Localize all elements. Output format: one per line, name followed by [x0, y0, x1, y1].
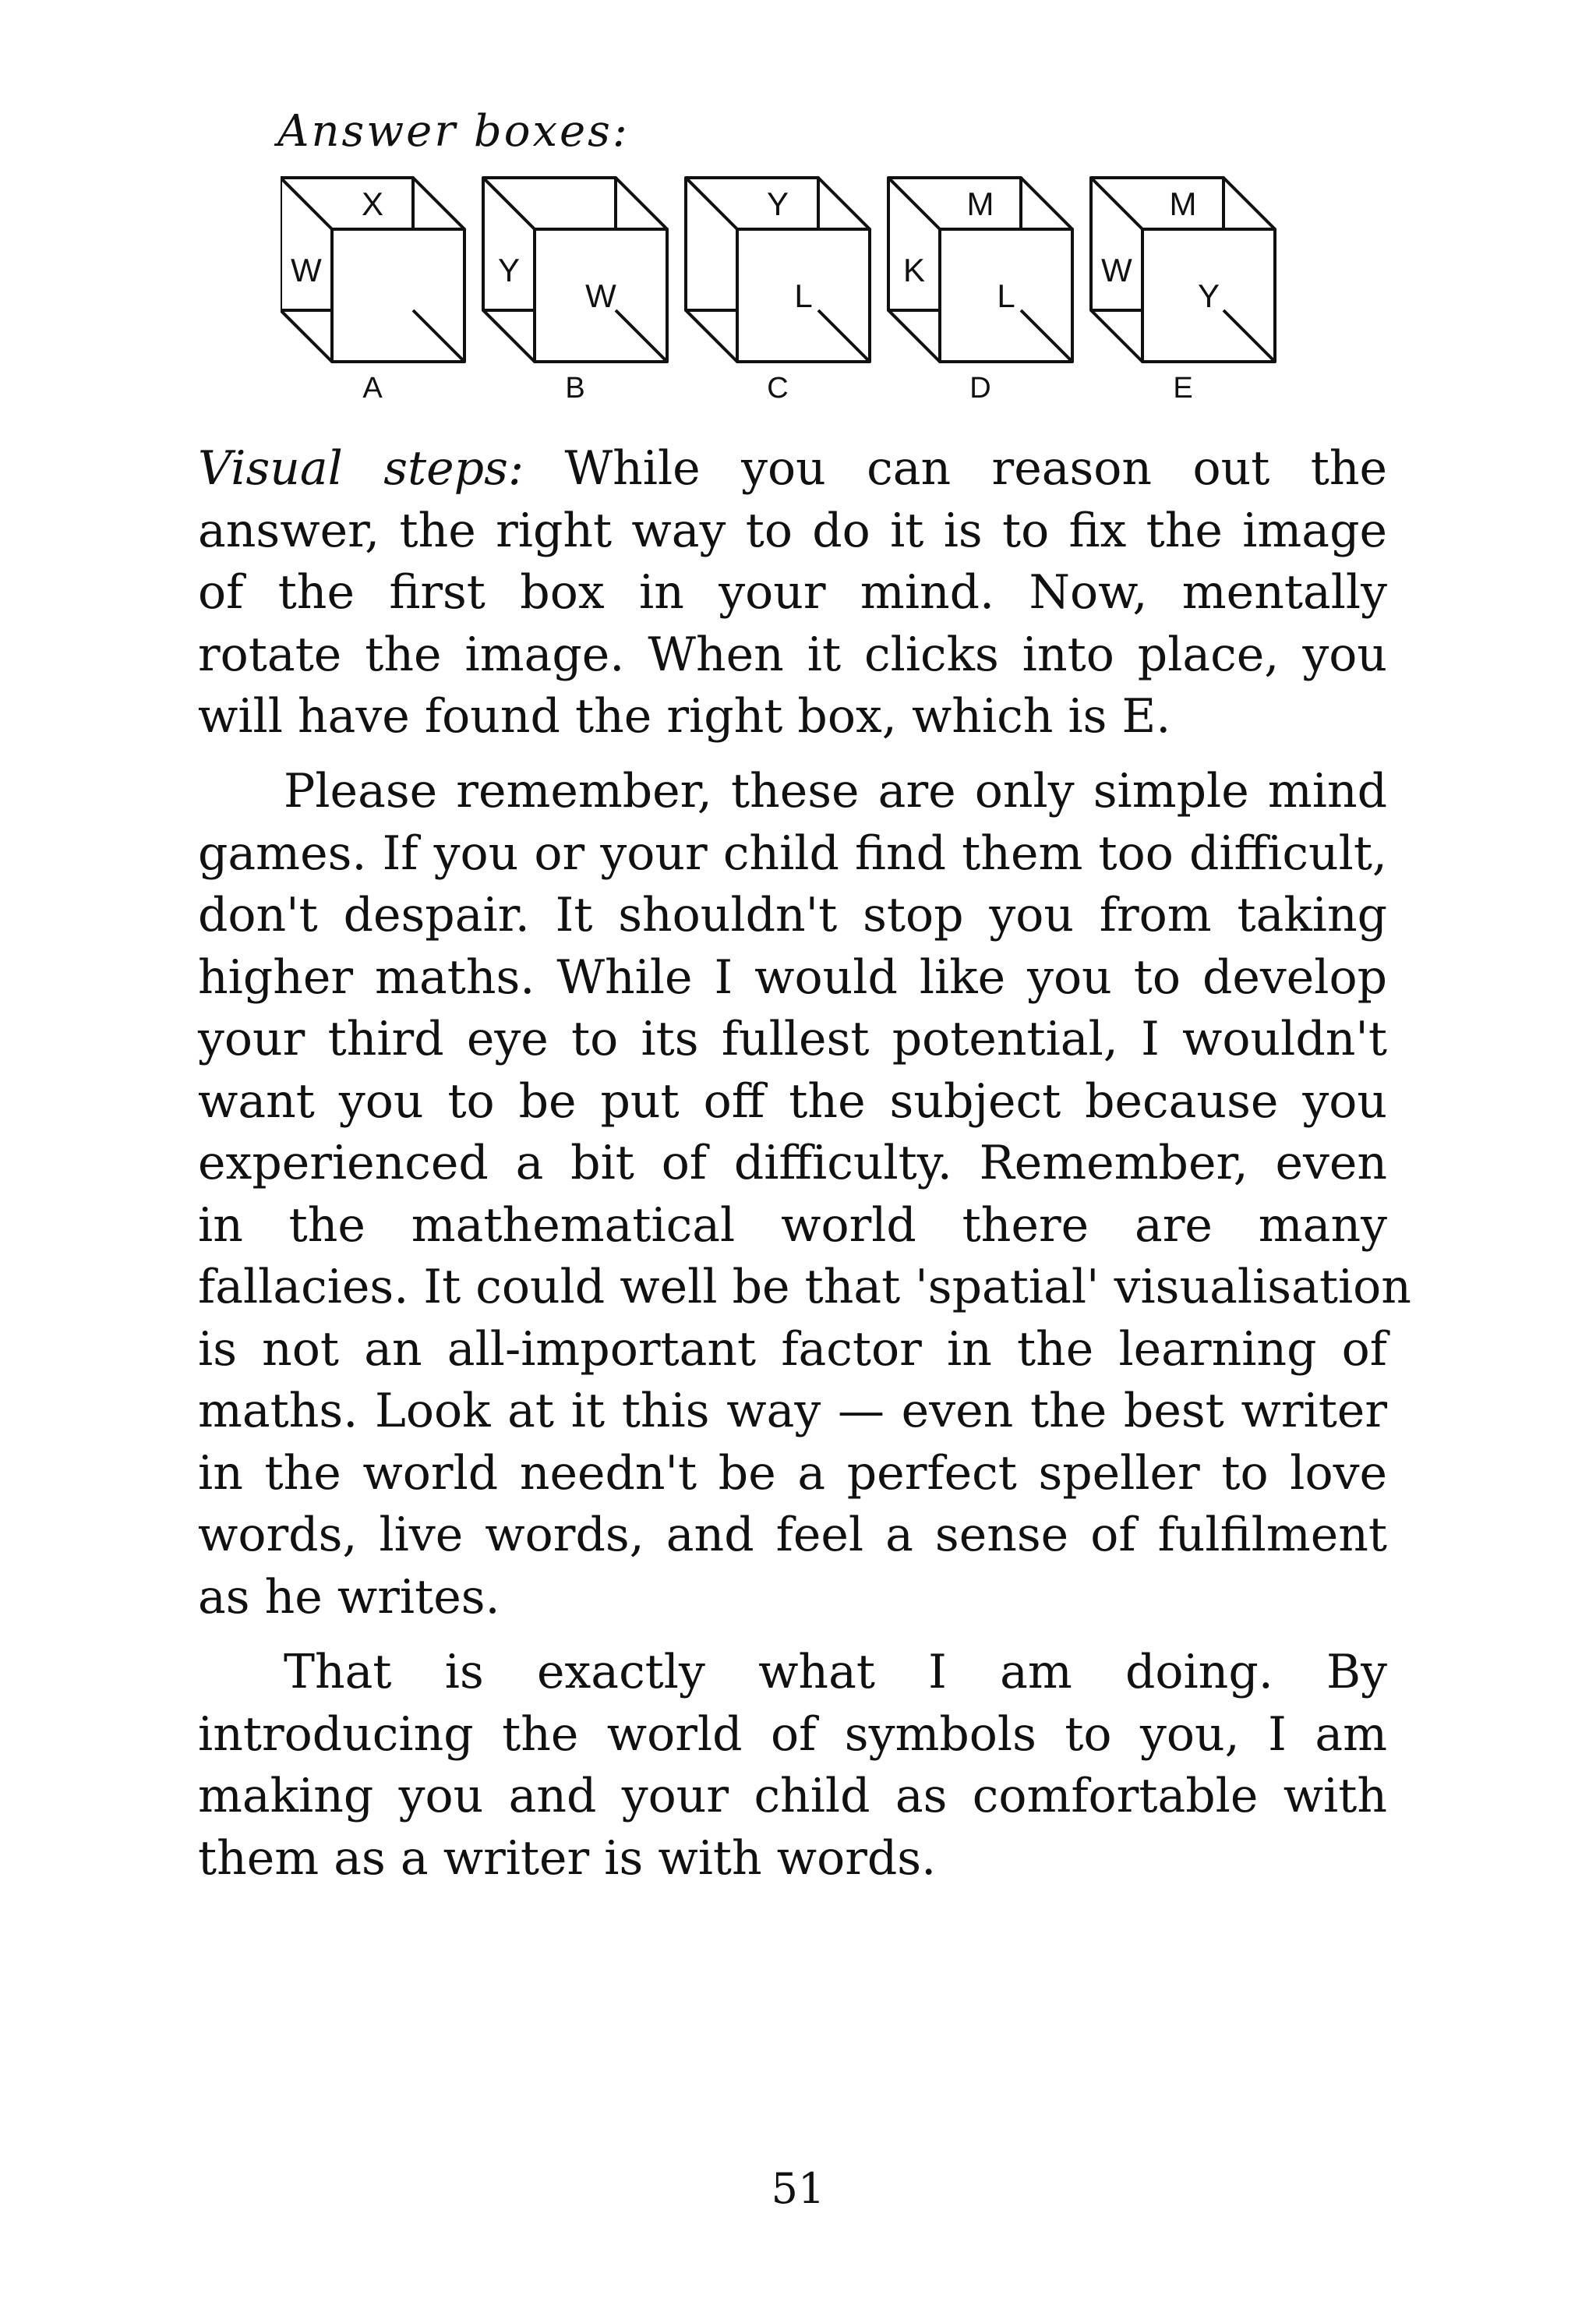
cube-top-symbol: M: [1169, 186, 1197, 223]
cube-top-symbol: Y: [766, 186, 789, 223]
cube-front-symbol: L: [794, 278, 813, 315]
paragraph-conclusion: [198, 1642, 1387, 1890]
text-line: higher maths. While I would like you to develop: [198, 949, 1387, 1005]
cube-label: D: [969, 372, 991, 405]
cube-box: [281, 178, 464, 405]
cube-box: [888, 178, 1072, 405]
cube-front-symbol: Y: [1197, 278, 1220, 315]
cube-label: E: [1173, 372, 1193, 405]
visual-steps-lead: Visual steps:: [198, 441, 524, 496]
cube-left-symbol: K: [902, 252, 926, 289]
text-line: is not an all-important factor in the learning of: [198, 1321, 1387, 1377]
text-line: rotate the image. When it clicks into place, you: [198, 627, 1387, 682]
cube-box: [686, 178, 870, 405]
text-line: experienced a bit of difficulty. Remember, even: [198, 1136, 1387, 1190]
answer-boxes-heading: Answer boxes:: [277, 106, 630, 157]
cube-box: [1091, 178, 1275, 405]
cube-left-symbol: W: [291, 252, 322, 289]
text-line: maths. Look at it this way — even the best writer: [198, 1384, 1387, 1438]
cube-top-symbol: X: [361, 186, 384, 223]
cube-label: B: [565, 372, 585, 405]
text-line: fallacies. It could well be that 'spatial' visualisation: [198, 1260, 1411, 1314]
cube-left-symbol: Y: [497, 252, 521, 289]
text-line: words, live words, and feel a sense of fulfilment: [198, 1508, 1387, 1562]
text-line: in the world needn't be a perfect speller to love: [198, 1445, 1387, 1501]
text-line: games. If you or your child find them too difficult,: [198, 826, 1387, 881]
text-line: will have found the right box, which is E.: [198, 689, 1171, 744]
text-line: your third eye to its fullest potential, I wouldn't: [198, 1012, 1387, 1066]
page-number: 51: [771, 2164, 825, 2213]
text-line: as he writes.: [198, 1569, 500, 1625]
answer-boxes-figure: [281, 164, 1278, 405]
text-line: in the mathematical world there are many: [198, 1197, 1387, 1253]
paragraph-remember: [198, 761, 1411, 1628]
cube-front-symbol: L: [997, 278, 1015, 315]
text-line: making you and your child as comfortable with: [198, 1769, 1387, 1823]
cube-front-symbol: W: [585, 278, 616, 315]
text-line: them as a writer is with words.: [198, 1830, 937, 1886]
visual-steps-line1: While you can reason out the: [564, 441, 1387, 496]
text-line: [198, 438, 1387, 500]
cube-label: A: [362, 372, 383, 405]
text-line: don't despair. It shouldn't stop you from taking: [198, 888, 1387, 942]
text-line: That is exactly what I am doing. By: [284, 1645, 1387, 1699]
paragraph-visual-steps: [198, 438, 1387, 748]
cube-box: [483, 178, 667, 405]
text-line: Please remember, these are only simple mind: [284, 764, 1387, 819]
text-line: want you to be put off the subject because you: [198, 1073, 1387, 1129]
text-line: of the first box in your mind. Now, mentally: [198, 565, 1387, 620]
cube-left-symbol: W: [1101, 252, 1132, 289]
cube-top-symbol: M: [966, 186, 994, 223]
text-line: answer, the right way to do it is to fix the image: [198, 503, 1387, 558]
text-line: introducing the world of symbols to you, I am: [198, 1706, 1387, 1762]
cube-label: C: [767, 372, 789, 405]
